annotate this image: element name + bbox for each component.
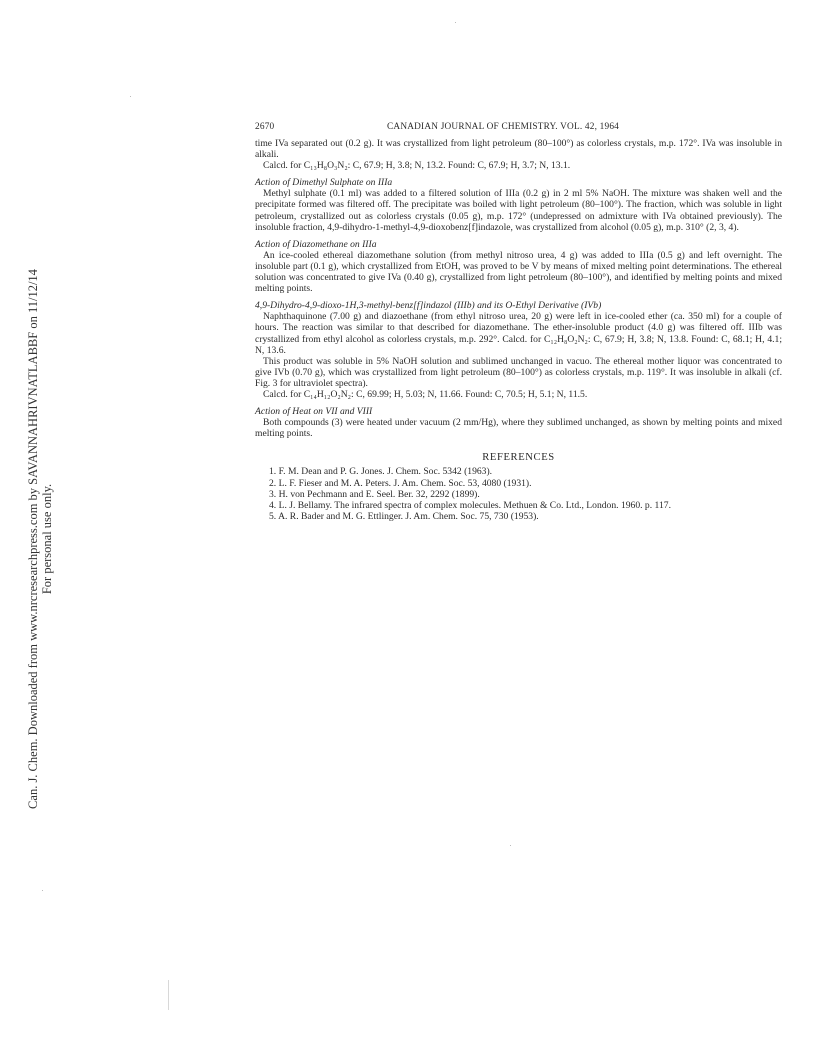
- paragraph-ivb-analysis: Calcd. for C₁₄H₁₂O₂N₂: C, 69.99; H, 5.03; N, 11.66. Found: C, 70.5; H, 5.1; N, 11.5.: [263, 388, 588, 400]
- references-list: [255, 466, 782, 521]
- paragraph-dimethyl-sulphate: Methyl sulphate (0.1 ml) was added to a filtered solution of IIIa (0.2 g) in 2 ml 5% NaOH. The mixture was shaken well and the precipitate formed was filtered off. The precipitate was boiled with light petroleum (80–100°). The fraction, which was soluble in light petroleum, crystallized out as colorless crystals (0.05 g), m.p. 172° (undepressed on admixture with IVa obtained previously). The insoluble fraction, 4,9-dihydro-1-methyl-4,9-dioxobenz[f]indazole, was crystallized from alcohol (0.05 g), m.p. 310° (2, 3, 4).: [255, 188, 782, 233]
- scan-speck: [510, 845, 511, 846]
- reference-item: 4. L. J. Bellamy. The infrared spectra of complex molecules. Methuen & Co. Ltd., London. 1960. p. 117.: [269, 499, 671, 511]
- paragraph-heat: Both compounds (3) were heated under vacuum (2 mm/Hg), where they sublimed unchanged, as shown by melting points and mixed melting points.: [255, 417, 782, 440]
- paragraph-diazomethane: An ice-cooled ethereal diazomethane solution (from methyl nitroso urea, 4 g) was added to IIIa (0.5 g) and left overnight. The insoluble part (0.1 g), which crystallized from EtOH, was proved to be V by means of mixed melting point determinations. The ethereal solution was concentrated to give IVa (0.40 g), crystallized from light petroleum (80–100°), and identified by melting points and mixed melting points.: [255, 249, 782, 295]
- paragraph-naphthaquinone: Naphthaquinone (7.00 g) and diazoethane (from ethyl nitroso urea, 20 g) were left in ice-cooled ether (ca. 350 ml) for a couple of hours. The reaction was similar to that described for diazomethane. The ether-insoluble product (4.0 g) was filtered off. IIIb was crystallized from ethyl alcohol as colorless crystals, m.p. 292°. Calcd. for C₁₂H₈O₂N₂: C, 67.9; H, 3.8; N, 13.8. Found: C, 68.1; H, 4.1; N, 13.6.: [255, 311, 782, 356]
- download-watermark: [26, 229, 54, 849]
- paragraph-iva-analysis: Calcd. for C₁₃H₈O₃N₂: C, 67.9; H, 3.8; N, 13.2. Found: C, 67.9; H, 3.7; N, 13.1.: [263, 160, 571, 172]
- section-heading-dihydro-indazol: 4,9-Dihydro-4,9-dioxo-1H,3-methyl-benz[f]indazol (IIIb) and its O-Ethyl Derivative (IVb): [255, 300, 602, 312]
- watermark-line-2: For personal use only.: [40, 483, 54, 595]
- watermark-line-1: Can. J. Chem. Downloaded from www.nrcresearchpress.com by SAVANNAHRIVNATLABBF on 11/12/14: [26, 269, 40, 809]
- scan-margin-line: [168, 980, 169, 1010]
- scan-speck: [42, 890, 43, 891]
- section-heading-diazomethane: Action of Diazomethane on IIIa: [255, 238, 377, 250]
- paragraph-naoh-solubility: This product was soluble in 5% NaOH solution and sublimed unchanged in vacuo. The ethereal mother liquor was concentrated to give IVb (0.70 g), which was crystallized from light petroleum (80–100°) as colorless crystals, m.p. 119°. It was insoluble in alkali (cf. Fig. 3 for ultraviolet spectra).: [255, 355, 782, 389]
- section-heading-heat: Action of Heat on VII and VIII: [255, 406, 373, 418]
- page-number: 2670: [255, 122, 275, 132]
- section-heading-dimethyl-sulphate: Action of Dimethyl Sulphate on IIIa: [255, 177, 393, 189]
- scan-speck: [130, 96, 131, 97]
- reference-item: 5. A. R. Bader and M. G. Ettlinger. J. Am. Chem. Soc. 75, 730 (1953).: [269, 510, 539, 522]
- article-body: [255, 138, 782, 522]
- reference-item: 2. L. F. Fieser and M. A. Peters. J. Am. Chem. Soc. 53, 4080 (1931).: [269, 477, 532, 489]
- paragraph-iva-separation: time IVa separated out (0.2 g). It was crystallized from light petroleum (80–100°) as colorless crystals, m.p. 172°. IVa was insoluble in alkali.: [255, 138, 782, 161]
- reference-item: 3. H. von Pechmann and E. Seel. Ber. 32, 2292 (1899).: [269, 488, 480, 500]
- scan-speck: [455, 22, 456, 23]
- references-heading: REFERENCES: [482, 452, 555, 464]
- reference-item: 1. F. M. Dean and P. G. Jones. J. Chem. Soc. 5342 (1963).: [269, 466, 493, 478]
- running-title: CANADIAN JOURNAL OF CHEMISTRY. VOL. 42, 1964: [387, 122, 620, 132]
